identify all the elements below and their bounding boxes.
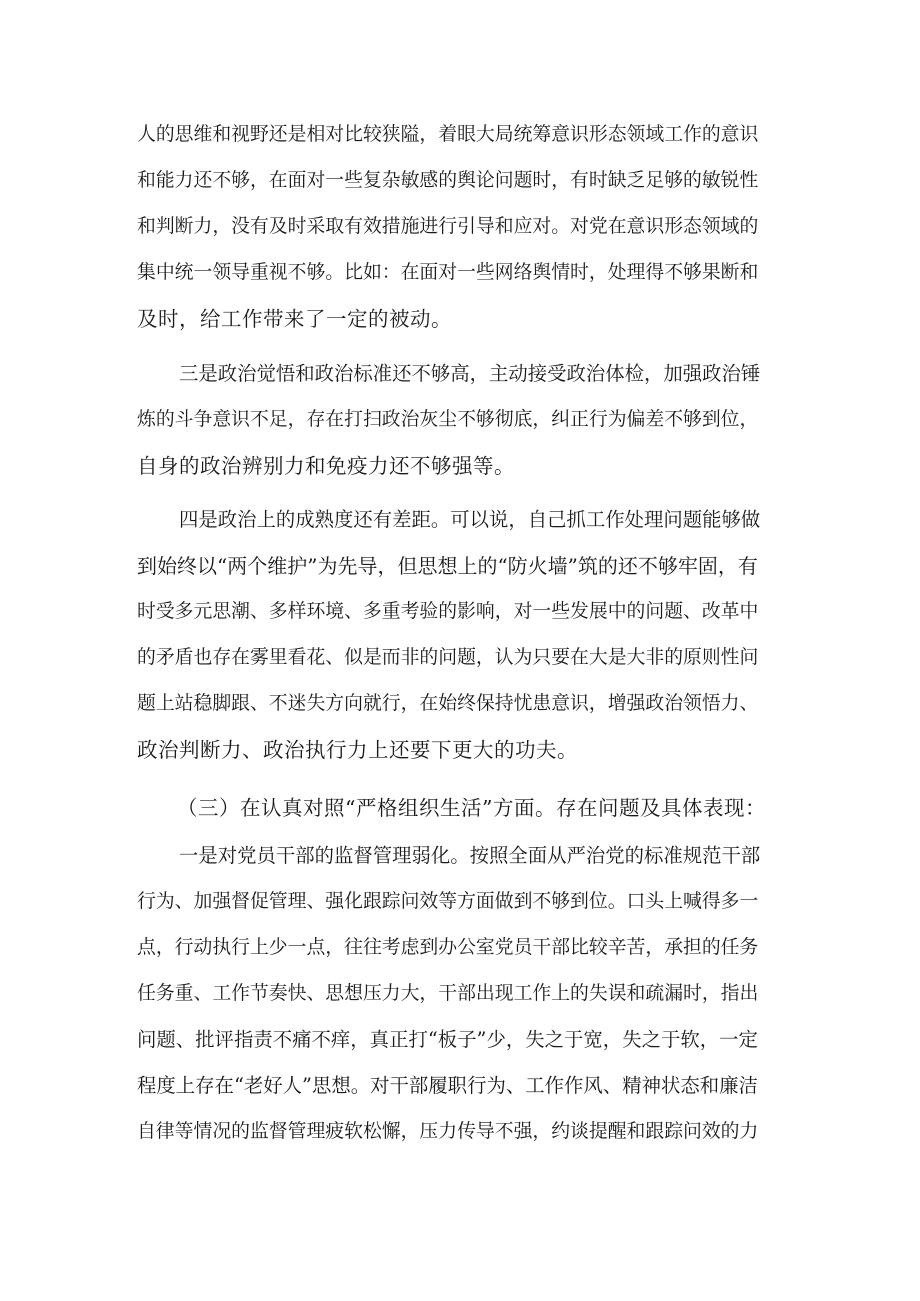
text-line: 到始终以“两个维护”为先导，但思想上的“防火墙”筑的还不够牢固，有 bbox=[137, 554, 758, 578]
text-line: 和判断力，没有及时采取有效措施进行引导和应对。对党在意识形态领域的 bbox=[137, 216, 759, 237]
text-line: 问题、批评指责不痛不痒，真正打“板子”少，失之于宽，失之于软，一定 bbox=[137, 1028, 758, 1051]
paragraph-point-three bbox=[137, 351, 787, 489]
text-line: 自身的政治辨别力和免疫力还不够强等。 bbox=[137, 454, 515, 478]
section-heading-text: （三）在认真对照“严格组织生活”方面。存在问题及具体表现： bbox=[177, 796, 766, 820]
text-line: 政治判断力、政治执行力上还要下更大的功夫。 bbox=[137, 738, 578, 762]
text-line: 及时，给工作带来了一定的被动。 bbox=[137, 307, 452, 331]
text-line: 四是政治上的成熟度还有差距。可以说，自己抓工作处理问题能够做 bbox=[179, 508, 761, 531]
text-line: 集中统一领导重视不够。比如：在面对一些网络舆情时，处理得不够果断和 bbox=[137, 262, 759, 283]
text-line: 自律等情况的监督管理疲软松懈，压力传导不强，约谈提醒和跟踪问效的力 bbox=[137, 1121, 759, 1142]
text-line: 人的思维和视野还是相对比较狭隘，着眼大局统筹意识形态领域工作的意识 bbox=[137, 124, 759, 145]
text-line: 程度上存在“老好人”思想。对干部履职行为、工作作风、精神状态和廉洁 bbox=[137, 1074, 758, 1097]
text-line: 的矛盾也存在雾里看花、似是而非的问题，认为只要在大是大非的原则性问 bbox=[137, 647, 759, 668]
text-line: 三是政治觉悟和政治标准还不够高，主动接受政治体检，加强政治锤 bbox=[179, 362, 761, 385]
text-line: 行为、加强督促管理、强化跟踪问效等方面做到不够到位。口头上喊得多一 bbox=[137, 891, 759, 912]
paragraph-ideology-work bbox=[137, 112, 787, 342]
text-line: 时受多元思潮、多样环境、多重考验的影响，对一些发展中的问题、改革中 bbox=[137, 601, 759, 622]
paragraph-point-one bbox=[137, 833, 787, 1155]
text-line: 和能力还不够，在面对一些复杂敏感的舆论问题时，有时缺乏足够的敏锐性 bbox=[137, 170, 759, 191]
text-line: 题上站稳脚跟、不迷失方向就行，在始终保持忧患意识，增强政治领悟力、 bbox=[137, 693, 759, 714]
text-line: 炼的斗争意识不足，存在打扫政治灰尘不够彻底，纠正行为偏差不够到位， bbox=[137, 409, 759, 430]
section-heading bbox=[137, 785, 787, 831]
text-line: 一是对党员干部的监督管理弱化。按照全面从严治党的标准规范干部 bbox=[179, 844, 761, 867]
text-line: 点，行动执行上少一点，往往考虑到办公室党员干部比较辛苦，承担的任务 bbox=[137, 937, 759, 958]
paragraph-point-four bbox=[137, 497, 787, 773]
text-line: 任务重、工作节奏快、思想压力大，干部出现工作上的失误和疏漏时，指出 bbox=[137, 983, 759, 1004]
